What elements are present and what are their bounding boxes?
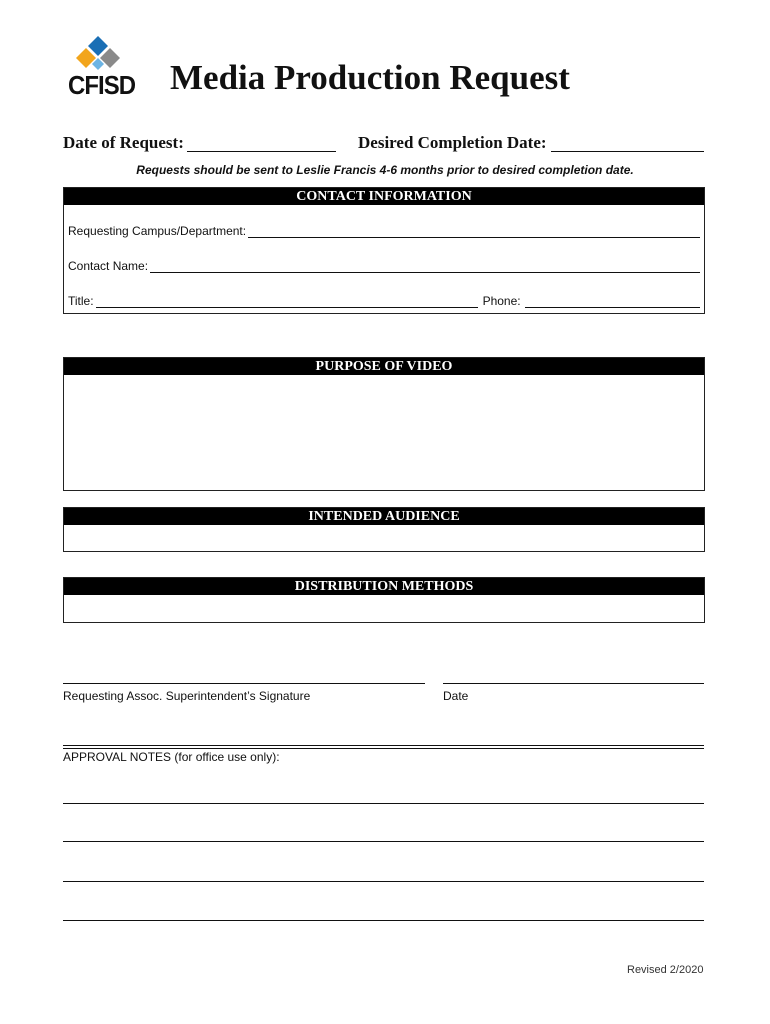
signature-label: Requesting Assoc. Superintendent’s Signature xyxy=(63,689,311,703)
logo-text: CFISD xyxy=(68,70,136,100)
signature-field[interactable] xyxy=(63,683,425,684)
audience-heading: INTENDED AUDIENCE xyxy=(64,508,704,525)
signature-date-field[interactable] xyxy=(443,683,704,684)
distribution-input-area[interactable] xyxy=(64,595,704,622)
approval-divider-top xyxy=(63,745,704,746)
approval-note-line[interactable] xyxy=(63,920,704,921)
purpose-heading: PURPOSE OF VIDEO xyxy=(64,358,704,375)
approval-note-line[interactable] xyxy=(63,803,704,804)
signature-date-label: Date xyxy=(443,689,469,703)
contact-name-label: Contact Name: xyxy=(68,259,149,273)
distribution-section xyxy=(63,577,705,623)
cfisd-logo xyxy=(66,34,136,104)
desired-completion-field[interactable] xyxy=(551,151,704,152)
campus-input[interactable] xyxy=(248,225,700,238)
contact-name-row xyxy=(68,259,700,273)
page-title: Media Production Request xyxy=(170,58,570,97)
approval-divider-bottom xyxy=(63,748,704,749)
revised-date: Revised 2/2020 xyxy=(627,964,704,976)
purpose-input-area[interactable] xyxy=(64,375,704,490)
desired-completion-label: Desired Completion Date: xyxy=(358,133,547,152)
distribution-heading: DISTRIBUTION METHODS xyxy=(64,578,704,595)
approval-notes-label: APPROVAL NOTES (for office use only): xyxy=(63,750,280,764)
title-label: Title: xyxy=(68,294,94,308)
contact-information-heading: CONTACT INFORMATION xyxy=(64,188,704,205)
date-of-request-label: Date of Request: xyxy=(63,133,184,152)
contact-information-section xyxy=(63,187,705,314)
phone-label: Phone: xyxy=(482,294,521,308)
phone-input[interactable] xyxy=(525,295,700,308)
audience-section xyxy=(63,507,705,552)
title-input[interactable] xyxy=(96,295,478,308)
approval-note-line[interactable] xyxy=(63,841,704,842)
logo-diamond-icon xyxy=(66,34,130,74)
campus-field-row xyxy=(68,224,700,238)
audience-input-area[interactable] xyxy=(64,525,704,551)
title-phone-row xyxy=(68,294,700,308)
submission-note: Requests should be sent to Leslie Francis 4-6 months prior to desired completion date. xyxy=(136,163,634,177)
contact-name-input[interactable] xyxy=(150,260,700,273)
date-of-request-field[interactable] xyxy=(187,151,336,152)
approval-note-line[interactable] xyxy=(63,881,704,882)
purpose-section xyxy=(63,357,705,491)
campus-label: Requesting Campus/Department: xyxy=(68,224,247,238)
